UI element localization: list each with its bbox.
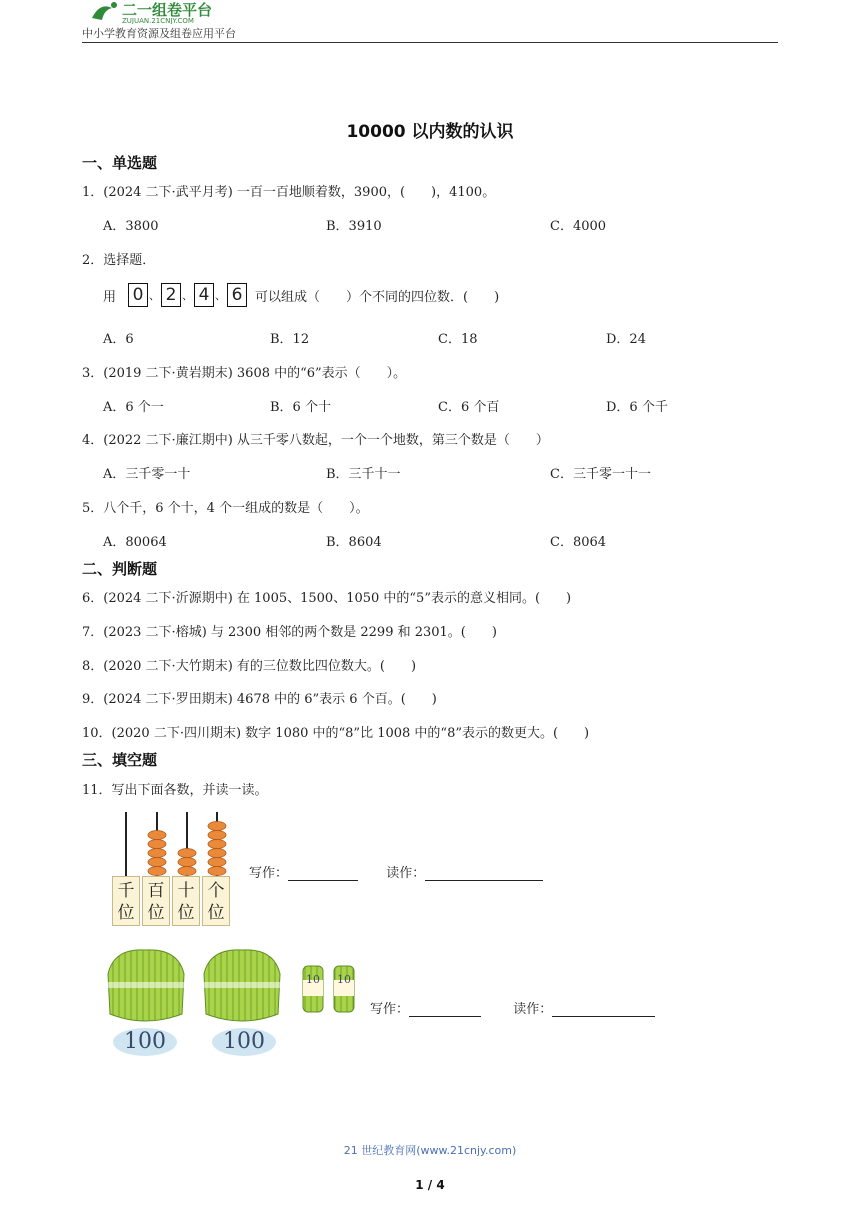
q5-option-c: C．8064 [550, 535, 607, 550]
q4-option-c: C．三千零一十一 [550, 467, 651, 482]
read-label-2: 读作： [513, 1002, 553, 1017]
header-subtitle: 中小学教育资源及组卷应用平台 [82, 27, 236, 40]
q3-option-b: B．6 个十 [270, 400, 331, 415]
q2-option-b: B．12 [270, 332, 310, 347]
read-blank-1[interactable] [425, 880, 543, 881]
digit-card-6: 6 [227, 283, 247, 307]
question-10: 10．(2020 二下·四川期末) 数字 1080 中的“8”比 1008 中的“8”表示的数更大。( ) [82, 726, 590, 741]
question-11: 11．写出下面各数，并读一读。 [82, 783, 268, 798]
section-heading-single-choice: 一、单选题 [82, 154, 158, 172]
question-4: 4．(2022 二下·廉江期中) 从三千零八数起，一个一个地数，第三个数是（ ） [82, 433, 549, 448]
bundle-label-100-a: 100 [124, 1029, 166, 1054]
q2-prefix: 用 [103, 289, 117, 305]
read-blank-2[interactable] [552, 1016, 655, 1017]
abacus-label-thousands: 千 位 [112, 876, 140, 926]
question-8: 8．(2020 二下·大竹期末) 有的三位数比四位数大。( ) [82, 659, 417, 674]
section-heading-fill-blank: 三、填空题 [82, 751, 158, 769]
section-heading-true-false: 二、判断题 [82, 560, 158, 578]
q1-option-a: A．3800 [103, 219, 159, 234]
bundles-answer-line [370, 998, 655, 1017]
q2-option-d: D．24 [606, 332, 646, 347]
digit-card-4: 4 [194, 283, 214, 307]
question-3: 3．(2019 二下·黄岩期末) 3608 中的“6”表示（ ）。 [82, 366, 407, 381]
q1-option-c: C．4000 [550, 219, 607, 234]
q5-option-b: B．8604 [326, 535, 382, 550]
digit-card-0: 0 [128, 283, 148, 307]
q2-option-a: A．6 [103, 332, 134, 347]
logo-url: ZUJUAN.21CNJY.COM [122, 17, 194, 24]
page-title: 10000 以内数的认识 [346, 122, 514, 142]
abacus-figure [112, 810, 237, 878]
logo-text: 二一组卷平台 [122, 1, 213, 19]
abacus-label-ones: 个 位 [202, 876, 230, 926]
question-2: 2．选择题． [82, 253, 156, 268]
digit-card-2: 2 [161, 283, 181, 307]
q2-digit-cards-line: 用 0 、 2 、 4 、 6 可以组成（ ）个不同的四位数．( ) [103, 285, 500, 305]
footer-source: 21 世纪教育网(www.21cnjy.com) [343, 1144, 517, 1157]
question-5: 5．八个千，6 个十，4 个一组成的数是（ ）。 [82, 501, 369, 516]
question-7: 7．(2023 二下·榕城) 与 2300 相邻的两个数是 2299 和 2301。( ) [82, 625, 497, 640]
q5-option-a: A．80064 [103, 535, 167, 550]
write-label-1: 写作： [249, 866, 289, 881]
q3-option-a: A．6 个一 [103, 400, 164, 415]
question-9: 9．(2024 二下·罗田期末) 4678 中的 6”表示 6 个百。( ) [82, 692, 437, 707]
abacus-label-tens: 十 位 [172, 876, 200, 926]
write-blank-1[interactable] [288, 880, 358, 881]
q2-option-c: C．18 [438, 332, 478, 347]
q1-option-b: B．3910 [326, 219, 382, 234]
header-divider [82, 42, 778, 43]
bundle-label-100-b: 100 [223, 1029, 265, 1054]
question-1: 1．(2024 二下·武平月考) 一百一百地顺着数，3900，( )，4100。 [82, 185, 496, 200]
page-number: 1 / 4 [415, 1178, 445, 1192]
q2-suffix: 可以组成（ ）个不同的四位数．( ) [255, 289, 500, 305]
bundle-label-10-a: 10 [306, 973, 320, 986]
write-label-2: 写作： [370, 1002, 410, 1017]
q3-option-d: D．6 个千 [606, 400, 668, 415]
read-label-1: 读作： [386, 866, 426, 881]
q4-option-a: A．三千零一十 [103, 467, 191, 482]
q4-option-b: B．三千十一 [326, 467, 401, 482]
abacus-answer-line [249, 862, 543, 881]
write-blank-2[interactable] [409, 1016, 481, 1017]
question-6: 6．(2024 二下·沂源期中) 在 1005、1500、1050 中的“5”表示的意义相同。( ) [82, 591, 572, 606]
q3-option-c: C．6 个百 [438, 400, 500, 415]
platform-logo [86, 0, 276, 24]
bundle-label-10-b: 10 [337, 973, 351, 986]
abacus-label-hundreds: 百 位 [142, 876, 170, 926]
